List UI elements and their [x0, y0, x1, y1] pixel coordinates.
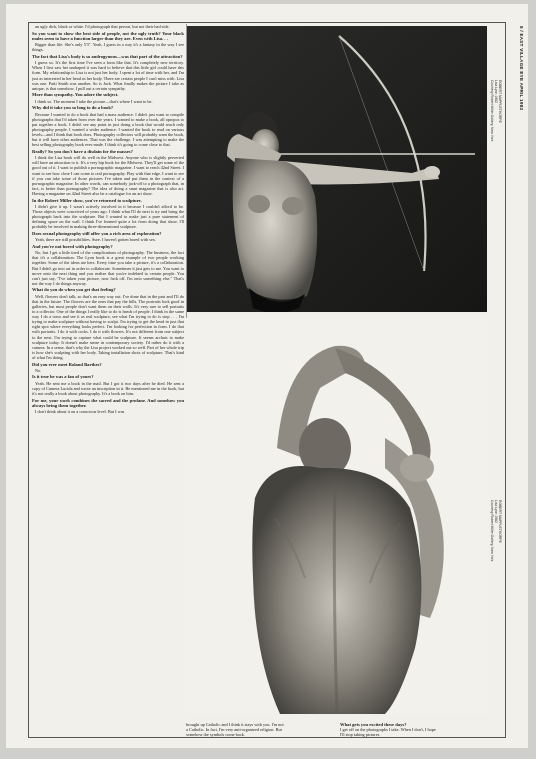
bottom-right-question: What gets you excited these days?	[340, 722, 407, 727]
bottom-middle-text	[186, 722, 336, 737]
interview-answer: No, but I get a little tired of the complications of photography. The business, the fact that it's a collaboration. The Lyon book is a great example of two people working together. Some of the ideas are hers. Every time you take a picture, it's a collaboration. But I didn't go into art in order to collaborate. Sometimes it just gets to me. You want to move onto the next thing and you realize that you're indebted to certain people. You can't just say, "I've taken your picture, now fuck off. I'm onto something else." That's not the way I do things anyway.	[32, 250, 184, 286]
interview-answer: Bigger than life. She's only 5'3". Yeah, I guess in a way it's a fantasy in the way I see things.	[32, 42, 184, 53]
interview-question: So you want to show the best side of people, not the ugly truth? Your black males seem to have a function larger than they are. Even with Lisa. . .	[32, 30, 184, 41]
interview-answer: Yeah. He sent me a book in the mail. But I got it two days after he died. He sent a copy of Camera Lucida and wrote an inscription in it. He mentioned me in the book, but it's not really a book about photography. It's a book on him.	[32, 380, 184, 397]
interview-answer: I don't think about it on a conscious level. But I was	[35, 409, 125, 415]
interview-question: Is it true he was a fan of yours?	[32, 374, 94, 380]
interview-answer: Well, flowers don't talk, so that's an easy way out. I've done that in the past and I'll do that in the future. The flowers are the ones that pay the bills. The portraits look good in galleries, but most people don't want them on their walls. It's very rare to sell portraits to a collector. One of the things I really like to do is heads of people. I think in the same way I do a torso and see it as real sculpture, see what I'm trying to do is stop . . . I'm trying to make sculpture without having to sculpt. I'm trying to get the head in just that right spot where everything looks perfect. I'm looking for perfection in form. I do that with portraits. I do it with cocks. I do it with flowers. It's not different from one subject to the next. I'm trying to capture what could be sculpture. It seems archaic to make sculpture today. It doesn't make sense in contemporary society. I'd rather do it with a camera. In a sense, that's why the Lisa project worked out so well. Part of her whole trip is how she's sculpting with her body. Taking installation shots of sculpture. That's kind of what I'm doing.	[32, 293, 184, 360]
interview-question: The fact that Lisa's body is so androgynous—was that part of the attraction?	[32, 53, 183, 59]
interview-question: For me, your work combines the sacred and the profane. And somehow you always bring them together.	[32, 397, 184, 408]
interview-answer: Yeah, there are still possibilities. Sure. I haven't gotten bored with sex.	[35, 237, 156, 243]
interview-question: Really? So you don't have a disdain for the masses?	[32, 148, 133, 154]
interview-column	[32, 24, 184, 724]
interview-question: In the Robert Miller show, you've returned to sculpture.	[32, 197, 142, 203]
photo-back-pose	[185, 318, 488, 714]
interview-answer: No.	[35, 367, 42, 373]
bottom-middle-line: somehow the symbols come back.	[186, 732, 245, 737]
archer-figure-image	[187, 26, 487, 312]
interview-question: Does sexual photography still offer you a rich area of exploration?	[32, 230, 162, 236]
bottom-middle-line: a Catholic. In fact, I'm very anti-organized religion. But	[186, 727, 282, 732]
interview-question: Did you ever meet Roland Barthes?	[32, 361, 102, 367]
interview-answer: an ugly dick, black or white. I'd photograph that person, but not their bad side.	[35, 24, 170, 29]
interview-answer: I didn't give it up. I wasn't actively involved in it because I couldn't afford to be. Those objects were conceived of years ago. I think what I'll do next is try and bring the photograph back into the sculpture. But I wanted to make just a pure statement of defining space on the wall. I think I've learned quite a lot from doing that show. I'll probably be involved in making three-dimensional sculpture.	[32, 203, 184, 230]
interview-question: What do you do when you get that feeling?	[32, 287, 116, 293]
bottom-middle-line: brought up Catholic and I think it stays with you. I'm not	[186, 722, 284, 727]
interview-question: And you're not bored with photography?	[32, 243, 113, 249]
bottom-right-line: I get off on the photographs I take. When I don't, I hope	[340, 727, 436, 732]
interview-answer: Because I wanted to do a book that had a mass audience. I didn't just want to compile photographs that I'd taken from over the years. I wanted to make a book, all apropos to put together a book. I didn't see any point in just doing a book that would reach only photography people. I wanted a wider audience. I wanted the book to read on various levels—and I think that book does. Photography collectors will probably want the book, but it will have other audiences. That was the challenge. I was attempting to make the best selling photography book ever made. I think it's going to come close to that.	[32, 111, 184, 148]
bottom-right-line: I'll stop taking pictures.	[340, 732, 381, 737]
interview-answer: I guess so. It's the first time I've seen a form like that. It's completely new territory. When I first saw her undraped it was hard to believe that this little girl could have this form. My relationship to Lisa is not just her body. I spent a lot of time with her, and I'm just as interested in her head as her body. There are certain people I can't miss with. Lisa was one. Patti Smith was another. So is Jack. What finally makes the picture I take as unique, is that somehow, I pull out a certain sympathy.	[32, 60, 184, 91]
interview-question: More than sympathy. You adore the subject.	[32, 92, 119, 98]
photo-credit-bottom: ROBERT MAPPLETHORPE Lisa Lyon 1982 Courtesy Robert Miller Gallery, New York	[490, 500, 502, 562]
interview-answer: I think so. The moment I take the picture—that's where I want to be.	[35, 98, 153, 104]
bottom-right-text	[340, 722, 490, 737]
back-pose-figure-image	[185, 318, 488, 714]
photo-archer	[187, 26, 487, 312]
interview-question: Why did it take you so long to do a book?	[32, 105, 114, 111]
photo-credit-top: ROBERT MAPPLETHORPE Lisa Lyon 1982 Courtesy Robert Miller Gallery, New York	[490, 80, 502, 142]
running-head: 8 / EAST VILLAGE EYE APRIL 1983	[519, 26, 524, 111]
interview-answer: I think the Lisa book will do well in the Midwest. Anyone who is slightly perverted will have an attraction to it. It's a very hip book for the Midwest. They'll get some of the good out of it. I want to publish a pornographic magazine. I want to reach 42nd Street. I want to see how close I can come to real pornography. Play with that edge. I want to see if you can take some of those pictures I've taken and put them in the context of a pornographic magazine. In other words, can somebody jack-off to a photograph that, in fact, is better than pornography? The idea of doing a smut magazine that is also art. Having a magazine on 42nd Street also be a catalogue for an art show.	[32, 155, 184, 196]
